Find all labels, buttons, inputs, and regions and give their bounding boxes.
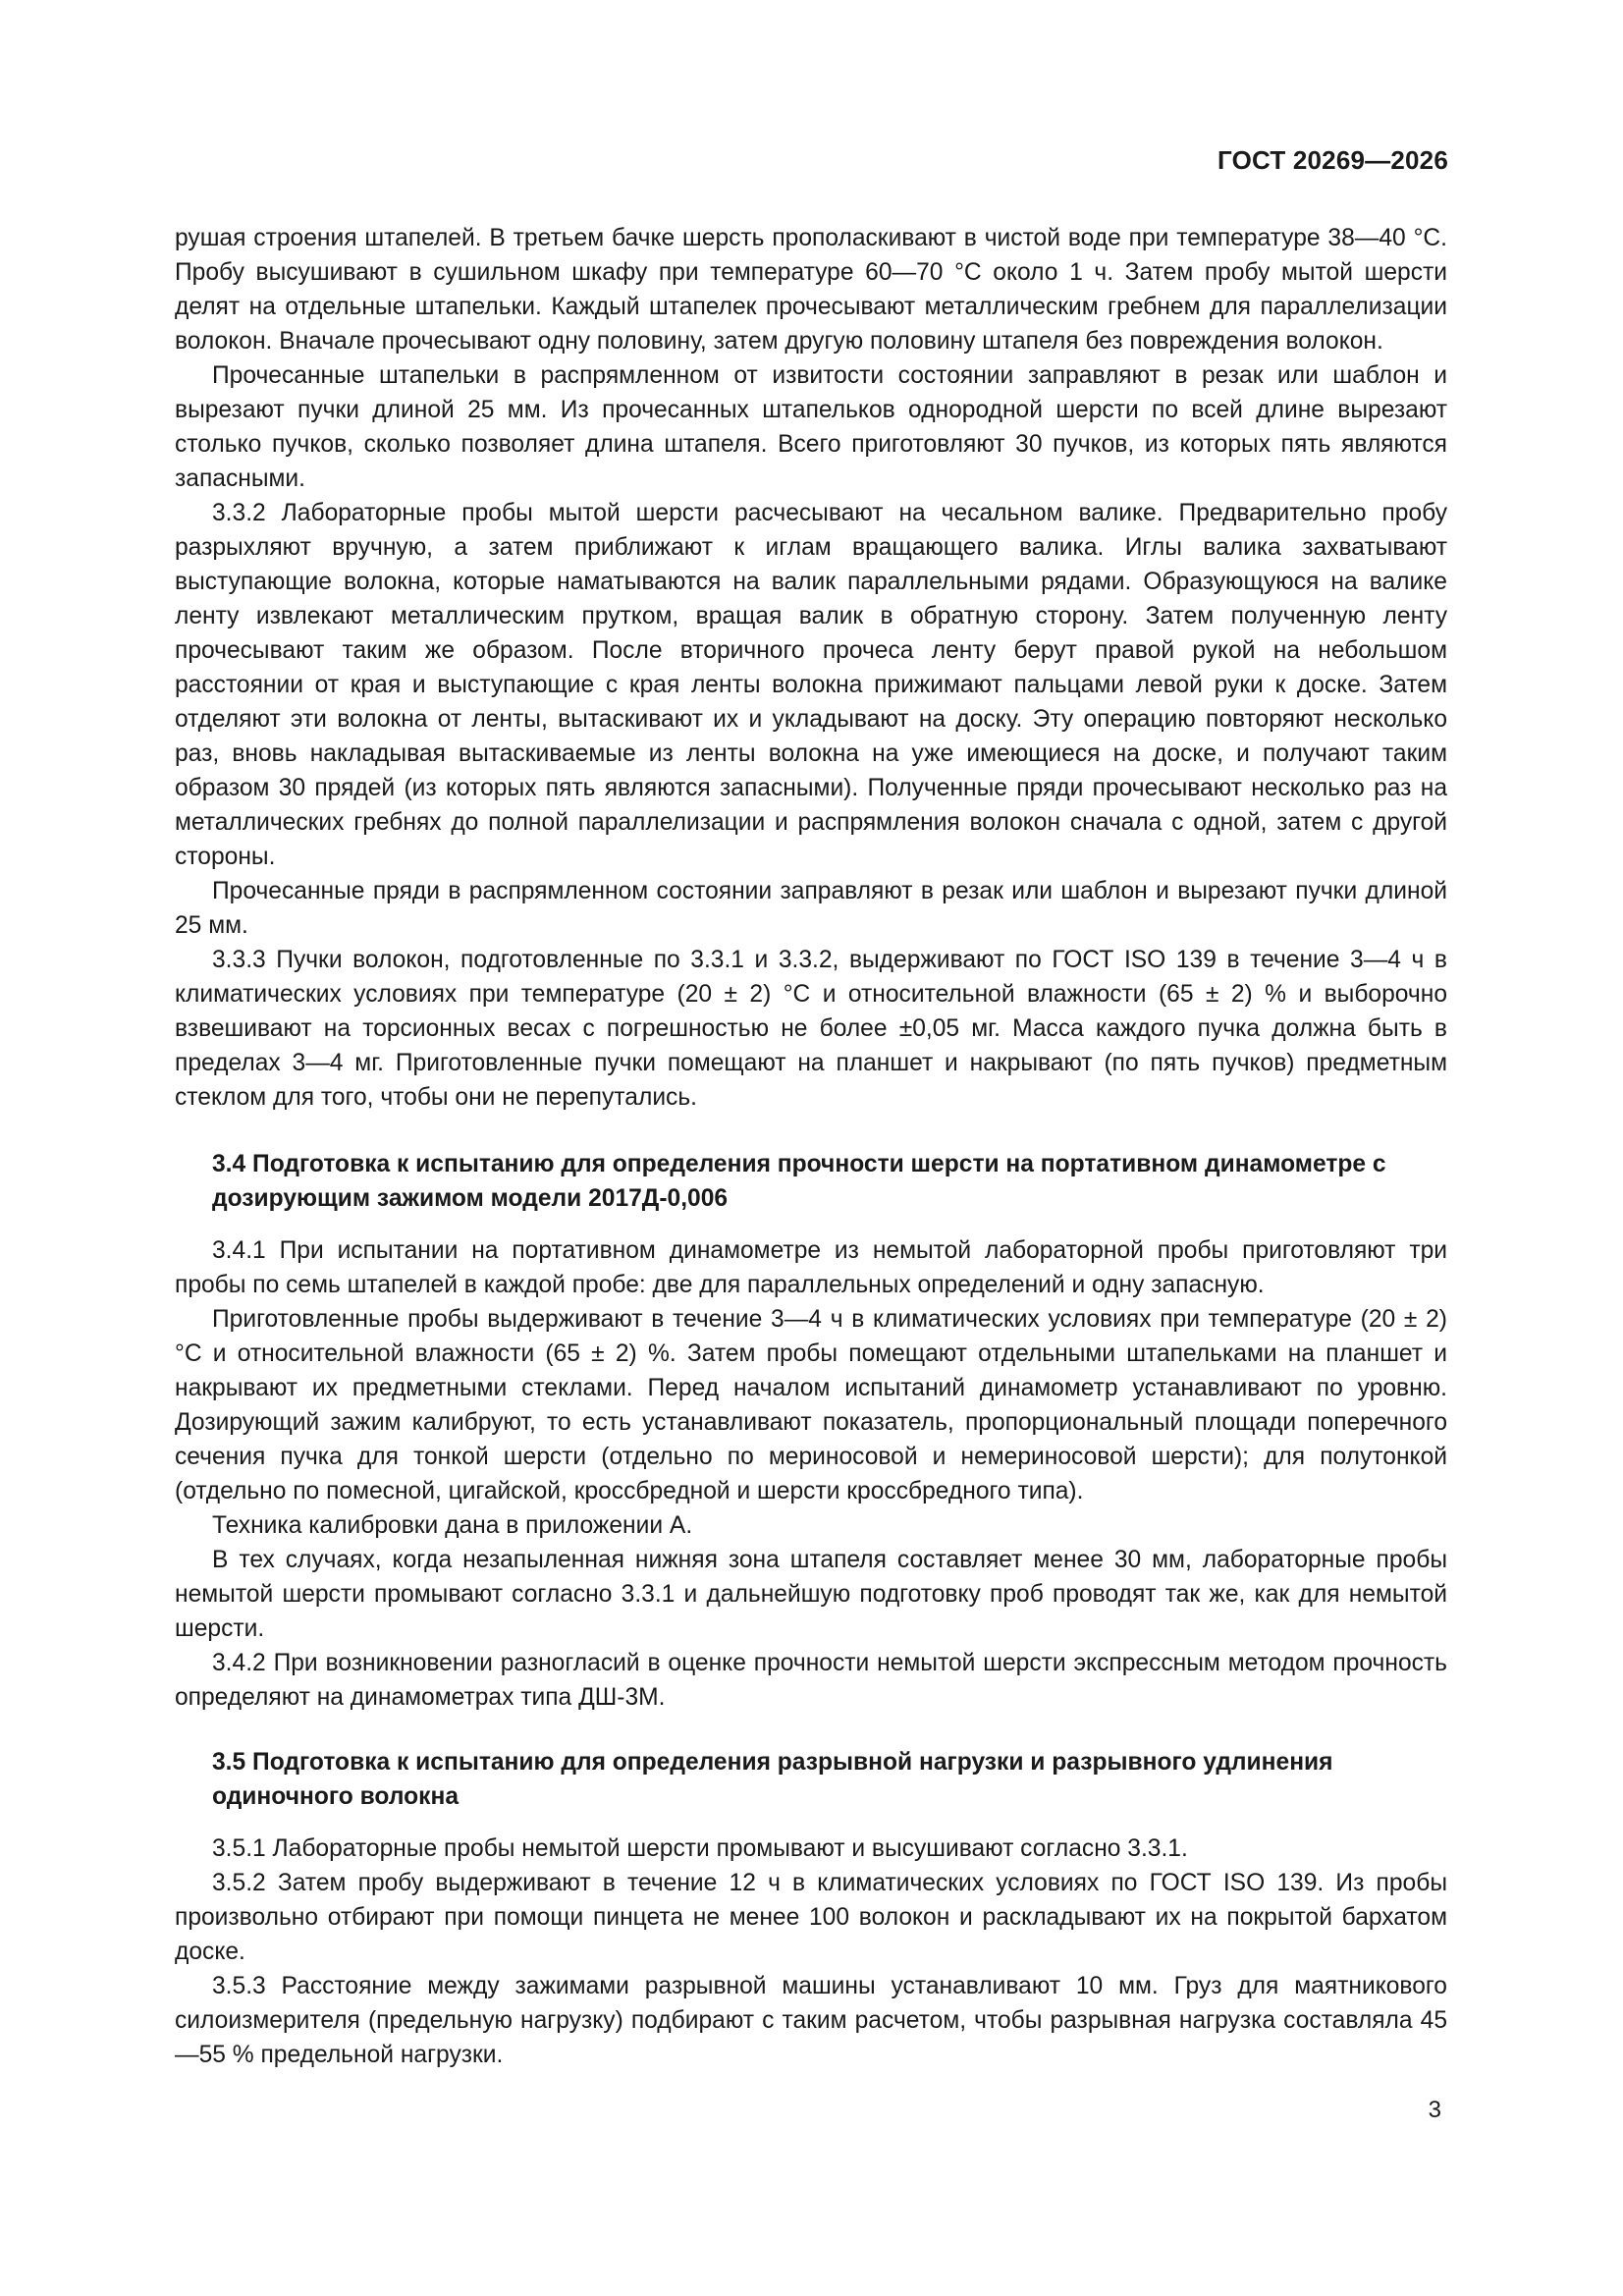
paragraph: рушая строения штапелей. В третьем бачке шерсть прополаскивают в чистой воде при температуре 38—40 °С. Пробу высушивают в сушильном шкафу при температуре 60—70 °С около 1 ч. Затем пробу мытой шерсти делят на отдельные штапельки. Каждый штапелек прочесывают металлическим гребнем для параллелизации волокон. Вначале прочесывают одну половину, затем другую половину штапеля без повреждения волокон. (175, 225, 1447, 355)
paragraph: Прочесанные штапельки в распрямленном от извитости состоянии заправляют в резак или шаблон и вырезают пучки длиной 25 мм. Из прочесанных штапельков однородной шерсти по всей длине вырезают столько пучков, сколько позволяет длина штапеля. Всего приготовляют 30 пучков, из которых пять являются запасными. (175, 362, 1447, 492)
page-number: 3 (1428, 2097, 1441, 2123)
section-heading-3-4: 3.4 Подготовка к испытанию для определения прочности шерсти на портативном динамометре с дозирующим зажимом модели 2017Д-0,006 (212, 1151, 1386, 1212)
paragraph: Приготовленные пробы выдерживают в течение 3—4 ч в климатических условиях при температуре (20 ± 2) °С и относительной влажности (65 ± 2) %. Затем пробы помещают отдельными штапельками на планшет и накрывают их предметными стеклами. Перед началом испытаний динамометр устанавливают по уровню. Дозирующий зажим калибруют, то есть устанавливают показатель, пропорциональный площади поперечного сечения пучка для тонкой шерсти (отдельно по мериносовой и немериносовой шерсти); для полутонкой (отдельно по помесной, цигайской, кроссбредной и шерсти кроссбредного типа). (175, 1306, 1447, 1504)
paragraph: 3.3.3 Пучки волокон, подготовленные по 3.3.1 и 3.3.2, выдерживают по ГОСТ ISO 139 в течение 3—4 ч в климатических условиях при температуре (20 ± 2) °С и относительной влажности (65 ± 2) % и выборочно взвешивают на торсионных весах с погрешностью не более ±0,05 мг. Масса каждого пучка должна быть в пределах 3—4 мг. Приготовленные пучки помещают на планшет и накрывают (по пять пучков) предметным стеклом для того, чтобы они не перепутались. (175, 947, 1447, 1111)
document-body (175, 221, 1447, 2072)
document-header: ГОСТ 20269—2026 (1217, 145, 1448, 175)
paragraph: В тех случаях, когда незапыленная нижняя зона штапеля составляет менее 30 мм, лабораторные пробы немытой шерсти промывают согласно 3.3.1 и дальнейшую подготовку проб проводят так же, как для немытой шерсти. (175, 1547, 1447, 1642)
paragraph: 3.4.1 При испытании на портативном динамометре из немытой лабораторной пробы приготовляют три пробы по семь штапелей в каждой пробе: две для параллельных определений и одну запасную. (175, 1237, 1447, 1298)
paragraph: Прочесанные пряди в распрямленном состоянии заправляют в резак или шаблон и вырезают пучки длиной 25 мм. (175, 878, 1447, 939)
paragraph: Техника калибровки дана в приложении А. (212, 1512, 693, 1539)
section-heading-3-5: 3.5 Подготовка к испытанию для определения разрывной нагрузки и разрывного удлинения одиночного волокна (212, 1749, 1333, 1810)
paragraph: 3.5.2 Затем пробу выдерживают в течение 12 ч в климатических условиях по ГОСТ ISO 139. Из пробы произвольно отбирают при помощи пинцета не менее 100 волокон и раскладывают их на покрытой бархатом доске. (175, 1870, 1447, 1965)
paragraph: 3.5.3 Расстояние между зажимами разрывной машины устанавливают 10 мм. Груз для маятникового силоизмерителя (предельную нагрузку) подбирают с таким расчетом, чтобы разрывная нагрузка составляла 45—55 % предельной нагрузки. (175, 1973, 1447, 2068)
paragraph: 3.4.2 При возникновении разногласий в оценке прочности немытой шерсти экспрессным методом прочность определяют на динамометрах типа ДШ-3М. (175, 1650, 1447, 1711)
paragraph: 3.5.1 Лабораторные пробы немытой шерсти промывают и высушивают согласно 3.3.1. (212, 1835, 1188, 1862)
paragraph: 3.3.2 Лабораторные пробы мытой шерсти расчесывают на чесальном валике. Предварительно пробу разрыхляют вручную, а затем приближают к иглам вращающего валика. Иглы валика захватывают выступающие волокна, которые наматываются на валик параллельными рядами. Образующуюся на валике ленту извлекают металлическим прутком, вращая валик в обратную сторону. Затем полученную ленту прочесывают таким же образом. После вторичного прочеса ленту берут правой рукой на небольшом расстоянии от края и выступающие с края ленты волокна прижимают пальцами левой руки к доске. Затем отделяют эти волокна от ленты, вытаскивают их и укладывают на доску. Эту операцию повторяют несколько раз, вновь накладывая вытаскиваемые из ленты волокна на уже имеющиеся на доске, и получают таким образом 30 прядей (из которых пять являются запасными). Полученные пряди прочесывают несколько раз на металлических гребнях до полной параллелизации и распрямления волокон сначала с одной, затем с другой стороны. (175, 500, 1447, 870)
